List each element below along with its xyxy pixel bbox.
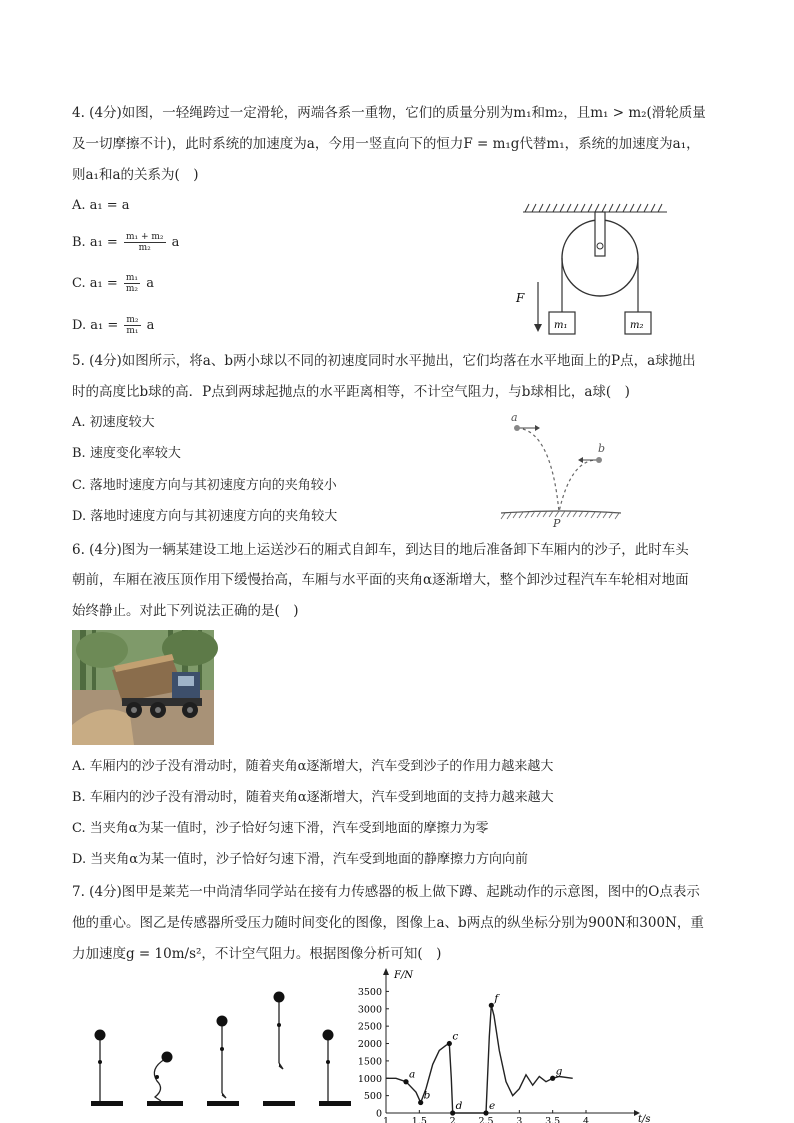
q4-stem-line2: 及一切摩擦不计)，此时系统的加速度为a，今用一竖直向下的恒力F = m₁g代替m₁，系统的加速度为a₁， xyxy=(72,136,700,152)
force-time-chart xyxy=(350,965,651,1123)
point-label-f: f xyxy=(494,992,499,1005)
stick-figure-takeoff xyxy=(207,1016,239,1107)
y-axis-label: F/N xyxy=(394,970,414,981)
q4-option-c-prefix: C. a₁ = xyxy=(72,276,118,291)
y-tick-label: 2000 xyxy=(357,1039,382,1051)
q4-option-d-prefix: D. a₁ = xyxy=(72,318,119,333)
fraction-numerator: m₁ + m₂ xyxy=(125,232,164,242)
ball-a-label: a xyxy=(511,411,518,424)
ceiling-hatch xyxy=(523,204,667,212)
q6-option-c[interactable]: C. 当夹角α为某一值时，沙子恰好匀速下滑，汽车受到地面的摩擦力为零 xyxy=(72,821,489,836)
fraction-numerator: m₁ xyxy=(125,273,139,283)
q4-option-a[interactable]: A. a₁ = a xyxy=(72,198,130,213)
q6-option-d[interactable]: D. 当夹角α为某一值时，沙子恰好匀速下滑，汽车受到地面的静摩擦力方向向前 xyxy=(72,852,529,867)
y-tick-label: 1500 xyxy=(357,1056,382,1068)
point-e xyxy=(483,1110,488,1115)
mass-m1-label: m₁ xyxy=(554,320,568,331)
ball-b xyxy=(596,457,602,463)
x-tick-label: 3 xyxy=(516,1116,523,1123)
fraction-denominator: m₂ xyxy=(138,243,151,253)
y-axis-arrowhead xyxy=(383,968,389,975)
q4-option-c-suffix: a xyxy=(146,276,154,291)
point-c xyxy=(447,1041,452,1046)
q5-stem-line2: 时的高度比b球的高．P点到两球起抛点的水平距离相等，不计空气阻力，与b球相比，a球( ) xyxy=(72,384,630,400)
q5-option-d[interactable]: D. 落地时速度方向与其初速度方向的夹角较大 xyxy=(72,509,338,524)
force-label: F xyxy=(516,291,525,305)
point-label-d: d xyxy=(455,1100,463,1112)
q4-option-d[interactable] xyxy=(72,315,154,336)
y-tick-label: 1000 xyxy=(357,1073,382,1085)
pulley-diagram xyxy=(505,200,675,345)
point-a xyxy=(403,1079,408,1084)
ground-line xyxy=(501,511,621,513)
x-tick-label: 2.5 xyxy=(478,1116,494,1123)
q5-stem-line1: 5. (4分)如图所示，将a、b两小球以不同的初速度同时水平抛出，它们均落在水平地面上的P点，a球抛出 xyxy=(72,353,696,369)
q6-stem-line2: 朝前，车厢在液压顶作用下缓慢抬高，车厢与水平面的夹角α逐渐增大，整个卸沙过程汽车车轮相对地面 xyxy=(72,572,689,588)
point-g xyxy=(550,1076,555,1081)
y-tick-label: 500 xyxy=(363,1091,382,1103)
fraction-numerator: m₂ xyxy=(126,315,139,325)
point-label-g: g xyxy=(555,1065,563,1078)
projectile-diagram xyxy=(495,408,625,532)
stick-figure-landed xyxy=(319,1030,351,1107)
point-label-a: a xyxy=(409,1068,416,1081)
point-d xyxy=(450,1110,455,1115)
trajectory-b xyxy=(559,460,599,512)
q4-option-d-fraction xyxy=(124,315,140,336)
mass-m2-label: m₂ xyxy=(630,320,644,331)
q4-option-b-prefix: B. a₁ = xyxy=(72,235,118,250)
q5-option-a[interactable]: A. 初速度较大 xyxy=(72,415,155,430)
q4-option-d-suffix: a xyxy=(146,318,155,333)
y-tick-label: 3000 xyxy=(357,1004,382,1016)
x-tick-label: 2 xyxy=(449,1116,456,1123)
fraction-denominator: m₂ xyxy=(125,284,139,294)
q4-option-b-fraction xyxy=(124,232,166,253)
y-tick-label: 0 xyxy=(375,1108,382,1120)
x-tick-label: 1.5 xyxy=(411,1116,427,1123)
point-label-b: b xyxy=(423,1089,431,1102)
dump-truck-photo xyxy=(72,630,214,745)
pulley-axle xyxy=(597,243,603,249)
q7-stem-line1: 7. (4分)图甲是莱芜一中尚清华同学站在接有力传感器的板上做下蹲、起跳动作的示意图，图中的O点表示 xyxy=(72,884,700,900)
force-arrowhead xyxy=(534,324,542,332)
q7-stem-line2: 他的重心。图乙是传感器所受压力随时间变化的图像，图像上a、b两点的纵坐标分别为900N和300N，重 xyxy=(72,915,704,931)
q4-option-b-suffix: a xyxy=(171,235,180,250)
stick-figure-standing xyxy=(91,1030,123,1107)
point-label-e: e xyxy=(489,1100,496,1112)
trajectory-a xyxy=(517,428,559,512)
x-tick-label: 3.5 xyxy=(545,1116,561,1123)
x-axis-label: t/s xyxy=(638,1114,651,1123)
x-tick-label: 4 xyxy=(582,1116,590,1123)
y-tick-label: 3500 xyxy=(357,986,382,998)
stick-figure-squat xyxy=(147,1052,183,1107)
q6-option-b[interactable]: B. 车厢内的沙子没有滑动时，随着夹角α逐渐增大，汽车受到地面的支持力越来越大 xyxy=(72,790,554,805)
q4-option-b[interactable] xyxy=(72,232,179,253)
q5-option-b[interactable]: B. 速度变化率较大 xyxy=(72,446,181,461)
velocity-arrowhead-a xyxy=(535,425,540,431)
stick-figure-airborne xyxy=(263,992,295,1107)
ball-b-label: b xyxy=(598,442,606,455)
q6-stem-line1: 6. (4分)图为一辆某建设工地上运送沙石的厢式自卸车，到达目的地后准备卸下车厢内的沙子，此时车头 xyxy=(72,542,689,558)
ball-a xyxy=(514,425,520,431)
y-tick-label: 2500 xyxy=(357,1021,382,1033)
q6-stem-line3: 始终静止。对此下列说法正确的是( ) xyxy=(72,603,299,619)
q4-stem-line1: 4. (4分)如图，一轻绳跨过一定滑轮，两端各系一重物，它们的质量分别为m₁和m₂，且m₁ > m₂(滑轮质量 xyxy=(72,105,706,121)
point-label-c: c xyxy=(452,1030,459,1043)
q6-option-a[interactable]: A. 车厢内的沙子没有滑动时，随着夹角α逐渐增大，汽车受到沙子的作用力越来越大 xyxy=(72,759,554,774)
point-p-label: P xyxy=(553,517,561,530)
q4-stem-line3: 则a₁和a的关系为( ) xyxy=(72,167,199,183)
x-tick-label: 1 xyxy=(382,1116,390,1123)
squat-jump-figure xyxy=(85,985,355,1123)
q7-stem-line3: 力加速度g = 10m/s²，不计空气阻力。根据图像分析可知( ) xyxy=(72,946,442,962)
dump-truck-illustration xyxy=(72,630,214,745)
force-curve xyxy=(386,1005,573,1113)
velocity-arrowhead-b xyxy=(578,457,583,463)
fraction-denominator: m₁ xyxy=(126,326,139,336)
q5-option-c[interactable]: C. 落地时速度方向与其初速度方向的夹角较小 xyxy=(72,478,337,493)
point-b xyxy=(418,1100,423,1105)
q4-option-c[interactable] xyxy=(72,273,154,294)
q4-option-c-fraction xyxy=(124,273,140,294)
point-f xyxy=(489,1003,494,1008)
